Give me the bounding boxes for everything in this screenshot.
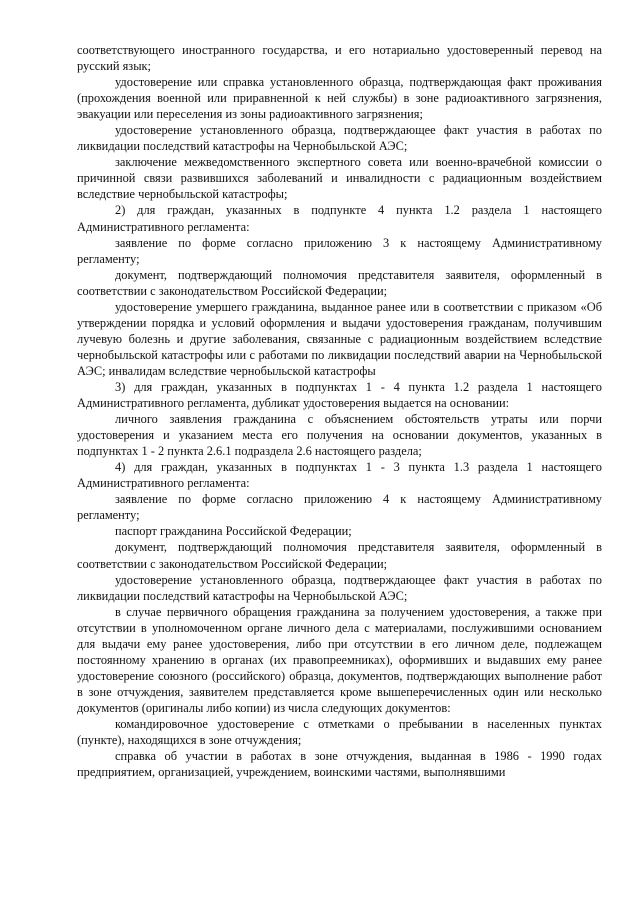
paragraph-18: справка об участии в работах в зоне отчуждения, выданная в 1986 - 1990 годах предприятием, организацией, учреждением, воинскими частями, выполнявшими [77, 749, 602, 780]
paragraph-2: удостоверение или справка установленного образца, подтверждающая факт проживания (прохождения военной или приравненной к ней службы) в зоне радиоактивного загрязнения, эвакуации или переселения из зоны радиоактивного загрязнения; [77, 75, 602, 122]
paragraph-12: заявление по форме согласно приложению 4 к настоящему Административному регламенту; [77, 492, 602, 523]
paragraph-4: заключение межведомственного экспертного совета или военно-врачебной комиссии о причинной связи развившихся заболеваний и инвалидности с радиационным воздействием вследствие чернобыльской катастрофы; [77, 155, 602, 202]
document-page [77, 42, 602, 780]
paragraph-11: 4) для граждан, указанных в подпунктах 1 - 3 пункта 1.3 раздела 1 настоящего Административного регламента: [77, 460, 602, 491]
paragraph-7: документ, подтверждающий полномочия представителя заявителя, оформленный в соответствии с законодательством Российской Федерации; [77, 267, 602, 298]
paragraph-5: 2) для граждан, указанных в подпункте 4 пункта 1.2 раздела 1 настоящего Административного регламента: [77, 203, 602, 234]
paragraph-14: документ, подтверждающий полномочия представителя заявителя, оформленный в соответствии с законодательством Российской Федерации; [77, 540, 602, 571]
paragraph-16: в случае первичного обращения гражданина за получением удостоверения, а также при отсутствии в уполномоченном органе личного дела с материалами, послужившими основанием для выдачи ему ранее удостоверения, либо при отсутствии в его личном деле, подлежащем постоянному хранению в органах (их правопреемниках), оформивших и выдавших ему ранее удостоверение союзного (российского) образца, документов, подтверждающих выполнение работ в зоне отчуждения, заявителем представляется кроме вышеперечисленных один или несколько документов (оригиналы либо копии) из числа следующих документов: [77, 604, 602, 715]
paragraph-1: соответствующего иностранного государства, и его нотариально удостоверенный перевод на русский язык; [77, 43, 602, 74]
paragraph-3: удостоверение установленного образца, подтверждающее факт участия в работах по ликвидации последствий катастрофы на Чернобыльской АЭС; [77, 123, 602, 154]
paragraph-6: заявление по форме согласно приложению 3 к настоящему Административному регламенту; [77, 235, 602, 266]
paragraph-13: паспорт гражданина Российской Федерации; [115, 524, 352, 539]
paragraph-8: удостоверение умершего гражданина, выданное ранее или в соответствии с приказом «Об утверждении порядка и условий оформления и выдачи удостоверения гражданам, получившим лучевую болезнь и другие заболевания, связанные с радиационным воздействием вследствие чернобыльской катастрофы или с работами по ликвидации последствий аварии на Чернобыльской АЭС; инвалидам вследствие чернобыльской катастрофы [77, 299, 602, 378]
paragraph-17: командировочное удостоверение с отметками о пребывании в населенных пунктах (пункте), находящихся в зоне отчуждения; [77, 716, 602, 748]
paragraph-15: удостоверение установленного образца, подтверждающее факт участия в работах по ликвидации последствий катастрофы на Чернобыльской АЭС; [77, 572, 602, 603]
paragraph-9: 3) для граждан, указанных в подпунктах 1 - 4 пункта 1.2 раздела 1 настоящего Административного регламента, дубликат удостоверения выдается на основании: [77, 379, 602, 411]
paragraph-10: личного заявления гражданина с объяснением обстоятельств утраты или порчи удостоверения и указанием места его получения на основании документов, указанных в подпунктах 1 - 2 пункта 2.6.1 подраздела 2.6 настоящего раздела; [77, 412, 602, 459]
